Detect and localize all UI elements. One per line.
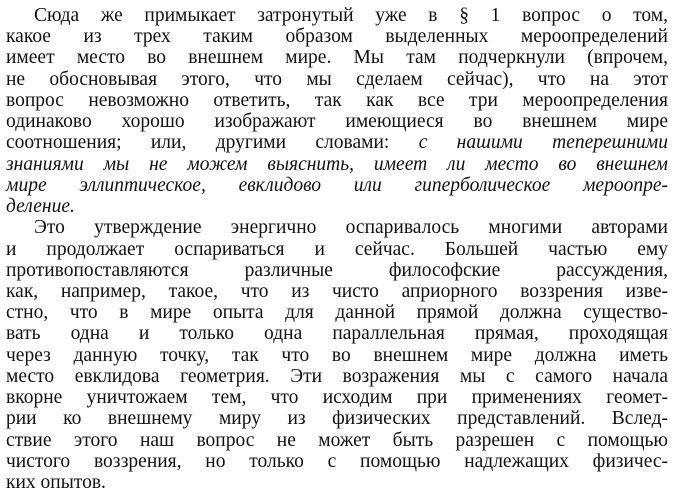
paragraph-2-line-3: противопоставляются различные философские рассуждения, — [6, 260, 668, 281]
paragraph-2-line-7: через данную точку, так что во внешнем мире должна иметь — [6, 345, 668, 366]
paragraph-2-line-12: чистого воззрения, но только с помощью надлежащих физичес- — [6, 451, 668, 472]
paragraph-1-line-6: одинаково хорошо изображают имеющиеся во внешнем мире — [6, 111, 668, 132]
paragraph-2-line-9: вкорне уничтожаем тем, что исходим при применениях геомет- — [6, 387, 668, 408]
paragraph-2-line-1: Это утверждение энергично оспаривалось многими авторами — [34, 217, 668, 238]
paragraph-1-line-3: имеет место во внешнем мире. Мы там подчеркнули (впрочем, — [6, 47, 668, 68]
paragraph-2-line-13: ких опытов. — [6, 472, 106, 493]
paragraph-2-line-6: вать одна и только одна параллельная прямая, проходящая — [6, 323, 668, 344]
paragraph-1-line-7 — [6, 132, 668, 154]
paragraph-2-line-4: как, например, такое, что из чисто априорного воззрения изве- — [6, 281, 668, 302]
paragraph-1-line-1: Сюда же примыкает затронутый уже в § 1 вопрос о том, — [34, 5, 668, 26]
paragraph-2-line-8: место евклидова геометрия. Эти возражения мы с самого начала — [6, 366, 668, 387]
paragraph-2-line-11: ствие этого наш вопрос не может быть разрешен с помощью — [6, 430, 668, 451]
paragraph-1-line-2: какое из трех таким образом выделенных мероопределений — [6, 26, 668, 47]
paragraph-2-line-10: рии ко внешнему миру из физических представлений. Вслед- — [6, 408, 668, 429]
paragraph-1-line-4: не обосновывая этого, что мы сделаем сейчас), что на этот — [6, 69, 668, 90]
paragraph-2-line-2: и продолжает оспариваться и сейчас. Большей частью ему — [6, 239, 668, 260]
paragraph-1-line-7-regular: соотношения; или, другими словами: — [6, 132, 419, 153]
paragraph-1-line-10: деление. — [6, 196, 75, 217]
paragraph-1-line-9: мире эллиптическое, евклидово или гиперболическое мероопре- — [6, 175, 668, 196]
paragraph-1-line-7-italic: с нашими теперешними — [418, 132, 668, 153]
paragraph-1-line-8: знаниями мы не можем выяснить, имеет ли место во внешнем — [6, 154, 668, 175]
paragraph-1-line-5: вопрос невозможно ответить, так как все три мероопределения — [6, 90, 668, 111]
paragraph-2-line-5: стно, что в мире опыта для данной прямой должна существо- — [6, 302, 668, 323]
